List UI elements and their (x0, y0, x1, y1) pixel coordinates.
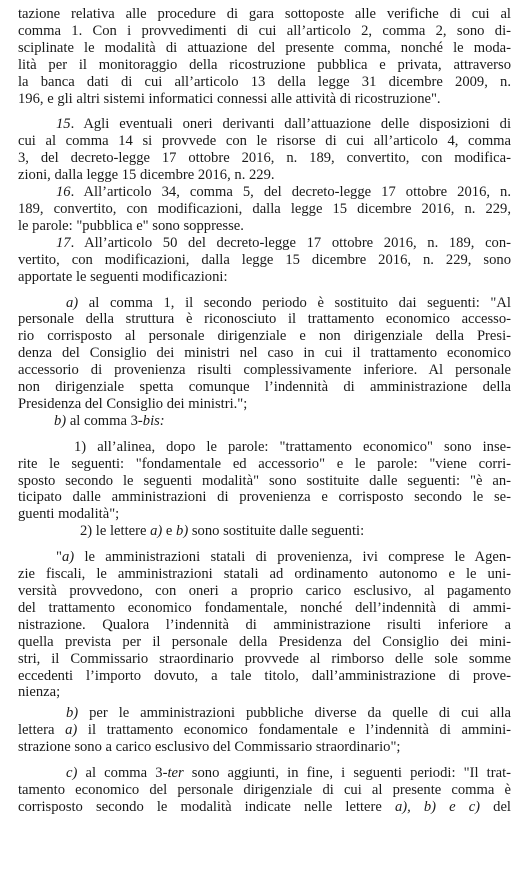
text-line: tamento economico del personale dirigenziale di cui al presente comma è (18, 781, 511, 798)
text-line: b) al comma 3-bis: (54, 412, 165, 429)
quoted-item-a (18, 549, 511, 701)
text-line: quella prevista per il personale della Presidenza del Consiglio dei mini- (18, 633, 511, 650)
text-line: ticipato dalle amministrazioni di provenienza e corrisposto secondo le se- (18, 489, 511, 506)
text-line: 2) le lettere a) e b) sono sostituite dalle seguenti: (80, 523, 365, 540)
item-c (18, 765, 511, 816)
text-line: zie fiscali, le amministrazioni statali ad ordinamento autonomo e le uni- (18, 566, 511, 583)
text-line: 16. All’articolo 34, comma 5, del decreto-legge 17 ottobre 2016, n. (56, 184, 511, 201)
text-line: nienza; (18, 684, 61, 701)
text-line: sciplinate le modalità di attuazione del presente comma, nonché le moda- (18, 39, 511, 56)
paragraph-14-continuation (18, 6, 511, 107)
text-line: tazione relativa alle procedure di gara sottoposte alle verifiche di cui al (18, 6, 511, 22)
text-line: del trattamento economico fondamentale, nonché dell’indennità di ammi- (18, 599, 511, 616)
text-line: Presidenza del Consiglio dei ministri."; (18, 395, 248, 412)
text-line: apportate le seguenti modificazioni: (18, 268, 228, 285)
quoted-item-b (18, 705, 511, 756)
item-letter: c) (66, 765, 78, 782)
text-line: vertito, con modificazioni, dalla legge 15 dicembre 2016, n. 229, sono (18, 251, 511, 268)
text-line: stri, il Commissario straordinario provvede al rimborso delle sole somme (18, 650, 511, 667)
text-line: rio corrisposto al personale dirigenziale e non dirigenziale della Presi- (18, 328, 511, 345)
text-line: nistrazione. Qualora l’indennità di amministrazione risulti inferiore a (18, 616, 511, 633)
item-b-1 (18, 439, 511, 524)
text-line: le parole: "pubblica e" sono soppresse. (18, 217, 244, 234)
text-line: zioni, dalla legge 15 dicembre 2016, n. 229. (18, 167, 275, 184)
text-line: 3, del decreto-legge 17 ottobre 2016, n. 189, convertito, con modifica- (18, 150, 511, 167)
paragraph-15 (18, 116, 511, 184)
text-line: 17. All’articolo 50 del decreto-legge 17 ottobre 2016, n. 189, con- (56, 234, 511, 251)
text-line: b) per le amministrazioni pubbliche diverse da quelle di cui alla (66, 705, 511, 722)
text-line: non dirigenziale spetta comunque l’indennità di amministrazione della (18, 379, 511, 396)
item-a (18, 295, 511, 413)
text-line: 1) all’alinea, dopo le parole: "trattamento economico" sono inse- (74, 438, 511, 455)
text-line: denza del Consiglio dei ministri nel caso in cui il trattamento economico (18, 345, 511, 362)
text-line: c) al comma 3-ter sono aggiunti, in fine, i seguenti periodi: "Il trat- (66, 765, 511, 782)
paragraph-16 (18, 184, 511, 235)
text-line: comma 1. Con i provvedimenti di cui all’articolo 2, comma 2, sono di- (18, 22, 511, 39)
paragraph-17 (18, 235, 511, 286)
item-letter: b) (54, 412, 67, 429)
text-line: personale della struttura è riconosciuto il trattamento economico accesso- (18, 311, 511, 328)
text-line: a) al comma 1, il secondo periodo è sostituito dai seguenti: "Al (66, 294, 511, 311)
text-line: accessorio di provenienza risulti complessivamente inferiore. Al personale (18, 362, 511, 379)
text-line: strazione sono a carico esclusivo del Commissario straordinario"; (18, 739, 401, 756)
item-b-2 (18, 523, 511, 540)
text-line: guenti modalità"; (18, 506, 120, 523)
paragraph-number: 16 (56, 184, 71, 201)
text-line: sposto secondo le seguenti modalità" sono sostituite dalle seguenti: "è an- (18, 472, 511, 489)
text-line: versità provvedono, con oneri a proprio carico esclusivo, al pagamento (18, 583, 511, 599)
paragraph-number: 17 (56, 234, 71, 251)
item-letter: a) (61, 549, 75, 566)
text-line: "a) le amministrazioni statali di provenienza, ivi comprese le Agen- (56, 549, 511, 566)
text-line: cui al comma 14 si provvede con le risorse di cui all’articolo 4, comma (18, 133, 511, 150)
item-letter: b) (66, 705, 79, 722)
item-letter: a) (66, 294, 79, 311)
text-line: lità per il monitoraggio della ricostruzione pubblica e privata, attraverso (18, 56, 511, 73)
text-line: eccedenti l’importo dovuto, a tale titolo, dall’amministrazione di prove- (18, 667, 511, 684)
text-line: 196, e gli altri sistemi informatici connessi alle attività di ricostruzione". (18, 90, 441, 107)
item-b (18, 413, 511, 430)
paragraph-number: 15 (56, 116, 71, 133)
text-line: la banca dati di cui all’articolo 13 della legge 31 dicembre 2009, n. (18, 73, 511, 90)
text-line: 15. Agli eventuali oneri derivanti dall’attuazione delle disposizioni di (56, 116, 511, 133)
text-line: rite le seguenti: "fondamentale ed accessorio" e le parole: "viene corri- (18, 455, 511, 472)
text-line: corrisposto secondo le modalità indicate nelle lettere a), b) e c) del (18, 798, 511, 815)
text-line: lettera a) il trattamento economico fondamentale e l’indennità di ammini- (18, 722, 511, 739)
text-line: 189, convertito, con modificazioni, dalla legge 15 dicembre 2016, n. 229, (18, 200, 511, 217)
